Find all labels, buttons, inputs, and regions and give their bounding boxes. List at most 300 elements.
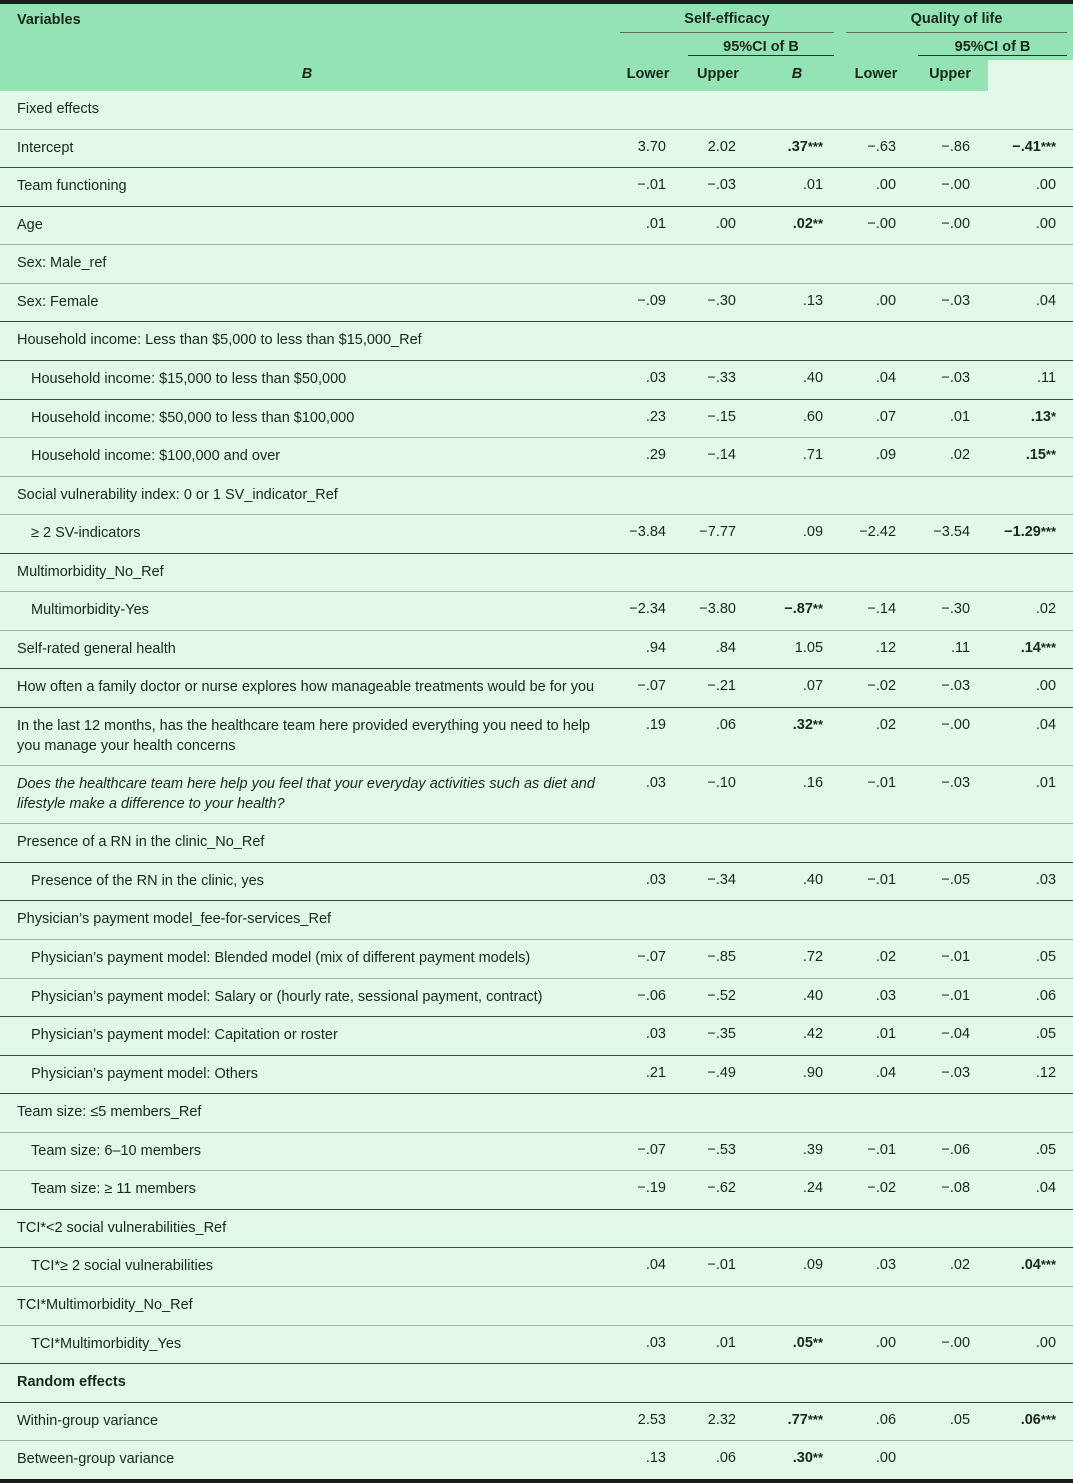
- value: .77: [787, 1411, 808, 1428]
- value: .06: [715, 717, 736, 733]
- value: .72: [802, 948, 824, 965]
- cell-upper-quality-of-life: [988, 553, 1073, 592]
- value: .04: [1035, 292, 1057, 309]
- value: .13: [802, 292, 824, 309]
- cell-upper-quality-of-life: [988, 592, 1073, 631]
- cell-b-self-efficacy: [614, 901, 682, 940]
- value: −.03: [707, 177, 736, 194]
- cell-upper-self-efficacy: [754, 708, 840, 766]
- row-label: Does the healthcare team here help you feel that your everyday activities such as diet and lifestyle make a difference to your health?: [0, 766, 614, 824]
- cell-b-quality-of-life: [840, 766, 912, 824]
- value: .01: [715, 1334, 736, 1351]
- cell-upper-self-efficacy: [754, 978, 840, 1017]
- value: .04: [1020, 1257, 1041, 1274]
- cell-lower-quality-of-life: [912, 438, 988, 477]
- cell-lower-self-efficacy: [682, 553, 754, 592]
- significance-stars: ***: [807, 1411, 824, 1427]
- cell-b-quality-of-life: [840, 553, 912, 592]
- cell-b-self-efficacy: [614, 168, 682, 207]
- value: .13: [645, 1450, 666, 1467]
- value: .03: [1035, 871, 1057, 888]
- table-row: [0, 438, 1073, 477]
- row-label: Between-group variance: [0, 1441, 614, 1479]
- value: .01: [875, 1026, 897, 1043]
- value: .00: [1035, 177, 1057, 194]
- value: −.53: [707, 1141, 736, 1158]
- cell-b-quality-of-life: [840, 1094, 912, 1133]
- cell-upper-self-efficacy: [754, 901, 840, 940]
- value: −.14: [867, 601, 897, 618]
- cell-lower-self-efficacy: [682, 283, 754, 322]
- cell-b-self-efficacy: [614, 515, 682, 554]
- cell-b-self-efficacy: [614, 1171, 682, 1210]
- significance-stars: ***: [807, 138, 824, 154]
- row-label: TCI*Multimorbidity_Yes: [0, 1325, 614, 1364]
- value: −.62: [707, 1180, 736, 1197]
- value: .00: [875, 292, 897, 309]
- cell-b-quality-of-life: [840, 901, 912, 940]
- cell-upper-quality-of-life: [988, 206, 1073, 245]
- value: .32: [792, 717, 813, 733]
- cell-lower-self-efficacy: [682, 669, 754, 708]
- row-label: Presence of a RN in the clinic_No_Ref: [0, 824, 614, 863]
- cell-lower-self-efficacy: [682, 322, 754, 361]
- cell-upper-self-efficacy: [754, 91, 840, 129]
- value: .12: [875, 639, 897, 656]
- cell-b-self-efficacy: [614, 360, 682, 399]
- value: .14: [1020, 639, 1041, 656]
- row-label: TCI*<2 social vulnerabilities_Ref: [0, 1209, 614, 1248]
- value: .00: [875, 1334, 897, 1351]
- value: −.01: [941, 987, 971, 1004]
- value: .29: [645, 447, 666, 464]
- ci-header-self-efficacy: [682, 33, 840, 60]
- cell-lower-self-efficacy: [682, 592, 754, 631]
- row-label: Multimorbidity-Yes: [0, 592, 614, 631]
- value: −3.84: [629, 524, 666, 541]
- table-row: [0, 708, 1073, 766]
- cell-upper-self-efficacy: [754, 168, 840, 207]
- cell-upper-self-efficacy: [754, 553, 840, 592]
- cell-b-quality-of-life: [840, 824, 912, 863]
- cell-b-quality-of-life: [840, 399, 912, 438]
- table-row: [0, 168, 1073, 207]
- cell-lower-quality-of-life: [912, 939, 988, 978]
- cell-upper-quality-of-life: [988, 1017, 1073, 1056]
- significance-stars: ***: [1040, 138, 1057, 154]
- column-header-variables: Variables: [0, 4, 614, 60]
- table-row: [0, 1209, 1073, 1248]
- value: −.10: [707, 775, 736, 792]
- value: .02: [1035, 601, 1057, 618]
- value: .03: [645, 369, 666, 386]
- table-row: [0, 592, 1073, 631]
- value: .06: [875, 1411, 897, 1428]
- significance-stars: ***: [1040, 1257, 1057, 1273]
- value: .03: [645, 775, 666, 792]
- value: −.85: [707, 948, 736, 965]
- cell-lower-self-efficacy: [682, 360, 754, 399]
- cell-b-quality-of-life: [840, 129, 912, 168]
- row-label: Physician’s payment model_fee-for-services_Ref: [0, 901, 614, 940]
- value: .06: [1020, 1411, 1041, 1428]
- row-label: Team size: 6–10 members: [0, 1132, 614, 1171]
- value: .04: [875, 369, 897, 386]
- value: .02: [949, 447, 971, 464]
- row-label: Within-group variance: [0, 1402, 614, 1441]
- cell-lower-self-efficacy: [682, 862, 754, 901]
- cell-upper-self-efficacy: [754, 515, 840, 554]
- value: .21: [645, 1064, 666, 1081]
- cell-upper-quality-of-life: [988, 438, 1073, 477]
- cell-lower-self-efficacy: [682, 129, 754, 168]
- table-row: [0, 283, 1073, 322]
- cell-upper-self-efficacy: [754, 1441, 840, 1479]
- cell-lower-quality-of-life: [912, 824, 988, 863]
- cell-upper-self-efficacy: [754, 1287, 840, 1326]
- value: −3.54: [933, 524, 971, 541]
- cell-upper-quality-of-life: [988, 630, 1073, 669]
- table-row: [0, 1132, 1073, 1171]
- cell-lower-self-efficacy: [682, 91, 754, 129]
- cell-b-self-efficacy: [614, 1287, 682, 1326]
- cell-upper-quality-of-life: [988, 939, 1073, 978]
- cell-lower-self-efficacy: [682, 515, 754, 554]
- cell-b-self-efficacy: [614, 206, 682, 245]
- value: −.19: [637, 1180, 666, 1197]
- value: .03: [645, 1026, 666, 1043]
- cell-upper-quality-of-life: [988, 1094, 1073, 1133]
- value: 2.32: [707, 1411, 736, 1428]
- cell-lower-quality-of-life: [912, 901, 988, 940]
- cell-lower-self-efficacy: [682, 1171, 754, 1210]
- table-row: [0, 901, 1073, 940]
- cell-upper-self-efficacy: [754, 129, 840, 168]
- row-label: Team size: ≥ 11 members: [0, 1171, 614, 1210]
- table-row: [0, 553, 1073, 592]
- significance-stars: **: [812, 601, 824, 617]
- cell-b-self-efficacy: [614, 939, 682, 978]
- cell-upper-self-efficacy: [754, 245, 840, 284]
- significance-stars: **: [812, 1450, 824, 1466]
- significance-stars: *: [1050, 408, 1057, 424]
- cell-upper-self-efficacy: [754, 206, 840, 245]
- row-label: Self-rated general health: [0, 630, 614, 669]
- cell-b-self-efficacy: [614, 669, 682, 708]
- cell-upper-quality-of-life: [988, 1441, 1073, 1479]
- value: .09: [802, 524, 824, 541]
- value: −.00: [867, 215, 897, 232]
- cell-lower-self-efficacy: [682, 630, 754, 669]
- cell-b-quality-of-life: [840, 978, 912, 1017]
- value: .02: [949, 1257, 971, 1274]
- ci-label: 95%CI of B: [954, 39, 1031, 55]
- table-row: [0, 978, 1073, 1017]
- value: −.00: [941, 177, 971, 194]
- cell-lower-quality-of-life: [912, 1441, 988, 1479]
- table-row: [0, 862, 1073, 901]
- value: .00: [1035, 215, 1057, 232]
- ci-label: 95%CI of B: [723, 39, 799, 55]
- cell-upper-self-efficacy: [754, 476, 840, 515]
- value: .05: [1035, 1141, 1057, 1158]
- cell-lower-self-efficacy: [682, 978, 754, 1017]
- cell-lower-quality-of-life: [912, 1132, 988, 1171]
- row-label: Team size: ≤5 members_Ref: [0, 1094, 614, 1133]
- value: −.07: [637, 678, 666, 695]
- cell-upper-quality-of-life: [988, 1209, 1073, 1248]
- cell-b-quality-of-life: [840, 438, 912, 477]
- value: .03: [645, 1334, 666, 1351]
- cell-upper-quality-of-life: [988, 1364, 1073, 1403]
- cell-b-self-efficacy: [614, 862, 682, 901]
- row-label: Household income: Less than $5,000 to less than $15,000_Ref: [0, 322, 614, 361]
- significance-stars: **: [812, 1334, 824, 1350]
- cell-lower-self-efficacy: [682, 1402, 754, 1441]
- table-row: [0, 206, 1073, 245]
- row-label: TCI*≥ 2 social vulnerabilities: [0, 1248, 614, 1287]
- cell-upper-quality-of-life: [988, 1325, 1073, 1364]
- cell-lower-quality-of-life: [912, 1209, 988, 1248]
- value: −.30: [707, 292, 736, 309]
- rule-line: [918, 55, 1067, 56]
- cell-b-quality-of-life: [840, 476, 912, 515]
- cell-b-quality-of-life: [840, 1325, 912, 1364]
- row-label: Physician’s payment model: Capitation or roster: [0, 1017, 614, 1056]
- cell-b-self-efficacy: [614, 592, 682, 631]
- value: −.00: [941, 717, 971, 733]
- cell-lower-self-efficacy: [682, 1055, 754, 1094]
- cell-lower-quality-of-life: [912, 1287, 988, 1326]
- header-row-groups: [0, 4, 1073, 32]
- value: −.87: [784, 601, 813, 618]
- cell-upper-quality-of-life: [988, 515, 1073, 554]
- cell-b-self-efficacy: [614, 1055, 682, 1094]
- row-label: Sex: Male_ref: [0, 245, 614, 284]
- value: .09: [875, 447, 897, 464]
- cell-lower-self-efficacy: [682, 1017, 754, 1056]
- cell-lower-quality-of-life: [912, 245, 988, 284]
- cell-lower-quality-of-life: [912, 283, 988, 322]
- table-row: [0, 939, 1073, 978]
- value: −7.77: [699, 524, 736, 541]
- cell-upper-quality-of-life: [988, 283, 1073, 322]
- cell-lower-quality-of-life: [912, 553, 988, 592]
- value: .00: [1035, 1334, 1057, 1351]
- value: .01: [802, 177, 824, 194]
- value: −.41: [1012, 138, 1041, 155]
- cell-lower-self-efficacy: [682, 824, 754, 863]
- cell-upper-self-efficacy: [754, 824, 840, 863]
- cell-lower-self-efficacy: [682, 206, 754, 245]
- cell-b-self-efficacy: [614, 438, 682, 477]
- cell-lower-self-efficacy: [682, 939, 754, 978]
- value: .00: [875, 1450, 897, 1467]
- table-body: [0, 91, 1073, 1479]
- cell-upper-quality-of-life: [988, 399, 1073, 438]
- significance-stars: **: [1045, 447, 1057, 463]
- value: .05: [949, 1411, 971, 1428]
- table-row: [0, 322, 1073, 361]
- cell-lower-quality-of-life: [912, 1364, 988, 1403]
- value: .13: [1030, 408, 1051, 425]
- cell-b-quality-of-life: [840, 283, 912, 322]
- value: −.03: [941, 678, 971, 695]
- value: −.34: [707, 871, 736, 888]
- value: .00: [1035, 678, 1057, 695]
- value: .37: [787, 138, 808, 155]
- value: −.04: [941, 1026, 971, 1043]
- cell-upper-quality-of-life: [988, 1055, 1073, 1094]
- value: .04: [645, 1257, 666, 1274]
- value: .05: [1035, 1026, 1057, 1043]
- cell-b-quality-of-life: [840, 1132, 912, 1171]
- value: .39: [802, 1141, 824, 1158]
- cell-lower-self-efficacy: [682, 438, 754, 477]
- cell-b-self-efficacy: [614, 91, 682, 129]
- cell-b-quality-of-life: [840, 1441, 912, 1479]
- cell-upper-self-efficacy: [754, 438, 840, 477]
- cell-upper-quality-of-life: [988, 708, 1073, 766]
- value: .84: [715, 639, 736, 656]
- cell-lower-quality-of-life: [912, 669, 988, 708]
- value: 2.02: [707, 138, 736, 155]
- cell-upper-self-efficacy: [754, 1132, 840, 1171]
- cell-b-quality-of-life: [840, 1209, 912, 1248]
- value: .06: [715, 1450, 736, 1467]
- value: −.01: [867, 1141, 897, 1158]
- cell-lower-self-efficacy: [682, 901, 754, 940]
- cell-b-self-efficacy: [614, 129, 682, 168]
- cell-lower-quality-of-life: [912, 91, 988, 129]
- table-row: [0, 1171, 1073, 1210]
- value: .05: [1035, 948, 1057, 965]
- cell-upper-quality-of-life: [988, 824, 1073, 863]
- value: .12: [1035, 1064, 1057, 1081]
- table-row: [0, 1248, 1073, 1287]
- cell-upper-self-efficacy: [754, 1325, 840, 1364]
- cell-upper-quality-of-life: [988, 766, 1073, 824]
- value: .42: [802, 1026, 824, 1043]
- value: −2.34: [629, 601, 666, 618]
- cell-upper-quality-of-life: [988, 1287, 1073, 1326]
- row-label: Physician’s payment model: Others: [0, 1055, 614, 1094]
- cell-b-self-efficacy: [614, 630, 682, 669]
- column-header-upper-self-efficacy: Upper: [682, 60, 754, 91]
- cell-b-self-efficacy: [614, 766, 682, 824]
- cell-upper-quality-of-life: [988, 1402, 1073, 1441]
- cell-upper-self-efficacy: [754, 1248, 840, 1287]
- cell-lower-quality-of-life: [912, 630, 988, 669]
- value: .04: [1035, 1180, 1057, 1197]
- cell-b-quality-of-life: [840, 1017, 912, 1056]
- value: −.06: [941, 1141, 971, 1158]
- value: .11: [950, 639, 971, 656]
- rule-line: [688, 55, 834, 56]
- cell-lower-self-efficacy: [682, 476, 754, 515]
- cell-lower-quality-of-life: [912, 206, 988, 245]
- value: .94: [645, 639, 666, 656]
- cell-upper-self-efficacy: [754, 1364, 840, 1403]
- cell-upper-self-efficacy: [754, 862, 840, 901]
- cell-lower-quality-of-life: [912, 399, 988, 438]
- cell-upper-quality-of-life: [988, 245, 1073, 284]
- table-row: [0, 91, 1073, 129]
- cell-upper-quality-of-life: [988, 129, 1073, 168]
- cell-lower-quality-of-life: [912, 1094, 988, 1133]
- cell-b-quality-of-life: [840, 91, 912, 129]
- significance-stars: **: [812, 215, 824, 231]
- value: .24: [802, 1180, 824, 1197]
- value: −.03: [941, 1064, 971, 1081]
- cell-upper-quality-of-life: [988, 978, 1073, 1017]
- row-label: Presence of the RN in the clinic, yes: [0, 862, 614, 901]
- row-label: Social vulnerability index: 0 or 1 SV_indicator_Ref: [0, 476, 614, 515]
- column-header-upper-quality-of-life: Upper: [912, 60, 988, 91]
- value: .04: [1035, 717, 1057, 733]
- table-row: [0, 669, 1073, 708]
- value: .00: [875, 177, 897, 194]
- row-label: Team functioning: [0, 168, 614, 207]
- row-label: ≥ 2 SV-indicators: [0, 515, 614, 554]
- value: .01: [645, 215, 666, 232]
- cell-upper-quality-of-life: [988, 862, 1073, 901]
- table-row: [0, 476, 1073, 515]
- value: −2.42: [859, 524, 897, 541]
- cell-lower-self-efficacy: [682, 1132, 754, 1171]
- value: −.01: [637, 177, 666, 194]
- table-row: [0, 1364, 1073, 1403]
- cell-lower-self-efficacy: [682, 245, 754, 284]
- value: .09: [802, 1257, 824, 1274]
- value: −.01: [941, 948, 971, 965]
- value: .02: [875, 717, 897, 733]
- value: −.07: [637, 948, 666, 965]
- cell-lower-quality-of-life: [912, 1055, 988, 1094]
- significance-stars: ***: [1040, 1411, 1057, 1427]
- value: 1.05: [794, 639, 824, 656]
- row-label: Household income: $15,000 to less than $50,000: [0, 360, 614, 399]
- cell-upper-quality-of-life: [988, 322, 1073, 361]
- cell-b-quality-of-life: [840, 515, 912, 554]
- cell-upper-self-efficacy: [754, 360, 840, 399]
- value: .15: [1025, 447, 1046, 464]
- table-row: [0, 1287, 1073, 1326]
- cell-lower-self-efficacy: [682, 1094, 754, 1133]
- value: −.03: [941, 369, 971, 386]
- table-row: [0, 1441, 1073, 1479]
- row-label: Sex: Female: [0, 283, 614, 322]
- cell-b-self-efficacy: [614, 553, 682, 592]
- cell-lower-self-efficacy: [682, 1364, 754, 1403]
- cell-upper-self-efficacy: [754, 669, 840, 708]
- cell-upper-quality-of-life: [988, 360, 1073, 399]
- value: .07: [875, 408, 897, 425]
- cell-b-self-efficacy: [614, 1248, 682, 1287]
- cell-upper-quality-of-life: [988, 1171, 1073, 1210]
- cell-b-self-efficacy: [614, 476, 682, 515]
- cell-b-self-efficacy: [614, 978, 682, 1017]
- value: .03: [875, 987, 897, 1004]
- column-header-lower-quality-of-life: Lower: [840, 60, 912, 91]
- value: .16: [802, 775, 824, 792]
- value: −.14: [707, 447, 736, 464]
- cell-b-quality-of-life: [840, 1248, 912, 1287]
- cell-b-quality-of-life: [840, 1171, 912, 1210]
- row-label: TCI*Multimorbidity_No_Ref: [0, 1287, 614, 1326]
- cell-b-self-efficacy: [614, 1441, 682, 1479]
- header-row-subcolumns: [0, 60, 1073, 91]
